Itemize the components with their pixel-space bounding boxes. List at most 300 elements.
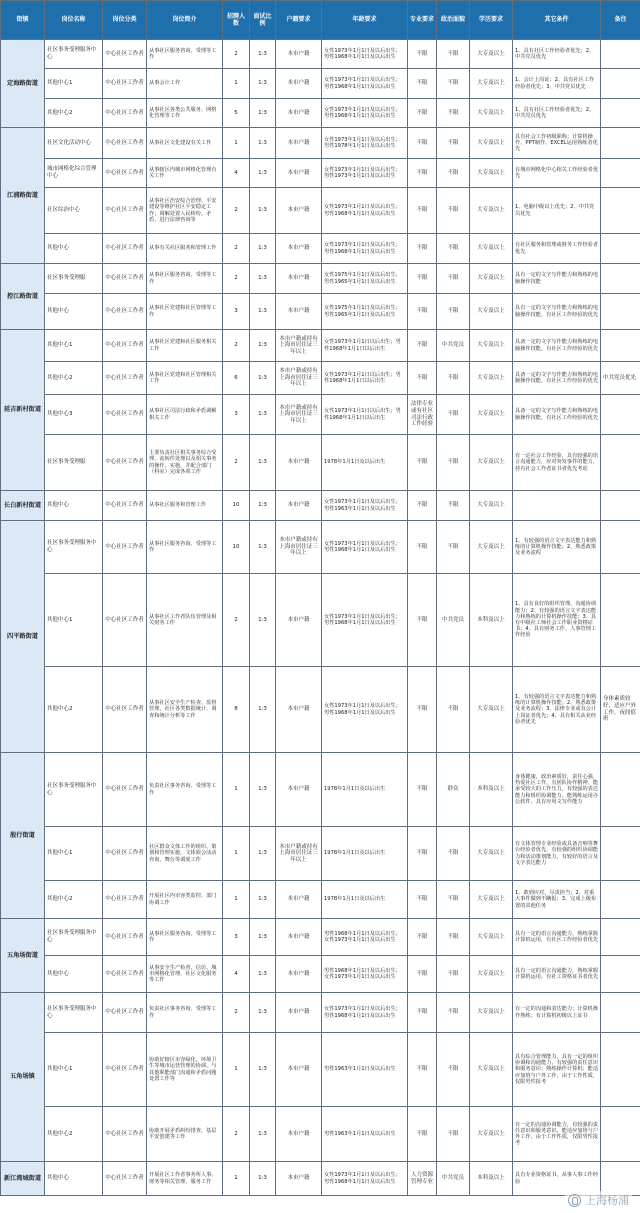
post-name-cell: 其他中心	[45, 1162, 103, 1196]
note-cell	[601, 188, 640, 234]
category-cell: 中心社区工作者	[103, 1107, 147, 1162]
education-cell: 大专及以上	[470, 919, 513, 956]
table-row	[1, 667, 640, 753]
political-cell: 中共党员	[437, 330, 470, 362]
ratio-cell: 1:3	[250, 159, 276, 188]
major-cell: 不限	[408, 827, 437, 881]
intro-cell: 从事社区工作者队伍管理及相关财务工作	[147, 574, 223, 667]
table-row	[1, 491, 640, 521]
post-name-cell: 其他中心2	[45, 362, 103, 395]
post-name-cell: 社区事务受理服	[45, 435, 103, 491]
category-cell: 中心社区工作者	[103, 919, 147, 956]
other-conditions-cell	[513, 491, 601, 521]
note-cell	[601, 99, 640, 128]
political-cell: 不限	[437, 881, 470, 919]
hukou-cell: 本市户籍	[276, 1107, 322, 1162]
other-conditions-cell: 具有一定的文字写作能力和熟练的电脑操作技能	[513, 264, 601, 294]
count-cell: 10	[223, 521, 250, 574]
hukou-cell: 本市户籍	[276, 491, 322, 521]
political-cell: 不限	[437, 40, 470, 69]
category-cell: 中心社区工作者	[103, 956, 147, 993]
age-cell: 女性1973年1月1日以后出生；男性1968年1月1日以后出生	[322, 330, 408, 362]
age-cell: 女性1973年1月1日及以后出生；男性1968年1月1日及以后出生	[322, 993, 408, 1033]
other-conditions-cell: 具有一定的语言沟通能力，熟练掌握计算机运用，有社区工作经验者优先	[513, 919, 601, 956]
table-row	[1, 1107, 640, 1162]
other-conditions-cell: 具备一定的文字写作能力和熟练的电脑操作技能，有社区工作经验的优先	[513, 395, 601, 435]
post-name-cell: 其他中心2	[45, 1107, 103, 1162]
age-cell: 1978年1月1日及以后出生	[322, 881, 408, 919]
ratio-cell: 1:3	[250, 1107, 276, 1162]
ratio-cell: 1:3	[250, 993, 276, 1033]
table-row	[1, 99, 640, 128]
post-name-cell: 其他中心2	[45, 881, 103, 919]
ratio-cell: 1:3	[250, 294, 276, 330]
post-name-cell: 社区综治中心	[45, 188, 103, 234]
education-cell: 大专及以上	[470, 993, 513, 1033]
age-cell: 女性1973年1月1日及以后出生；男性1968年1月1日及以后出生	[322, 1162, 408, 1196]
count-cell: 6	[223, 362, 250, 395]
note-cell	[601, 264, 640, 294]
category-cell: 中心社区工作者	[103, 753, 147, 827]
category-cell: 中心社区工作者	[103, 330, 147, 362]
table-row	[1, 264, 640, 294]
street-cell: 定海路街道	[1, 40, 45, 128]
intro-cell: 社区群众文体工作的组织、策划和管理实施，文体娱会活动咨询、舞台等调度工作	[147, 827, 223, 881]
count-cell: 2	[223, 40, 250, 69]
age-cell: 女性1973年1月1日及以后出生；男性1968年1月1日及以后出生	[322, 574, 408, 667]
intro-cell: 从事社区安全生产检查、监督管理，社区各类数据统计、调查和统计分析等工作	[147, 667, 223, 753]
ratio-cell: 1:3	[250, 1162, 276, 1196]
political-cell: 不限	[437, 99, 470, 128]
table-row	[1, 993, 640, 1033]
header-cell: 街镇	[1, 1, 45, 40]
post-name-cell: 其他中心	[45, 234, 103, 264]
watermark-text: 上海杨浦	[585, 1194, 629, 1207]
hukou-cell: 本市户籍	[276, 993, 322, 1033]
ratio-cell: 1:3	[250, 881, 276, 919]
intro-cell: 负责社区事务咨询、受理等工作	[147, 753, 223, 827]
other-conditions-cell: 具有社会工作初级职称；计算机操作、PPT制作、EXCEL运用熟练者优先	[513, 128, 601, 159]
political-cell: 不限	[437, 993, 470, 1033]
intro-cell: 从事社区服务和管理工作	[147, 491, 223, 521]
category-cell: 中心社区工作者	[103, 667, 147, 753]
publisher-logo-icon	[568, 1194, 581, 1207]
table-row	[1, 40, 640, 69]
age-cell: 男性1963年1月1日及以后出生	[322, 1033, 408, 1107]
count-cell: 4	[223, 956, 250, 993]
note-cell	[601, 69, 640, 99]
hukou-cell: 本市户籍	[276, 753, 322, 827]
table-row	[1, 395, 640, 435]
note-cell	[601, 294, 640, 330]
education-cell: 本科及以上	[470, 1162, 513, 1196]
ratio-cell: 1:3	[250, 362, 276, 395]
hukou-cell: 本市户籍	[276, 667, 322, 753]
street-cell: 五角场镇	[1, 993, 45, 1162]
ratio-cell: 1:3	[250, 264, 276, 294]
hukou-cell: 本市户籍	[276, 881, 322, 919]
political-cell: 不限	[437, 159, 470, 188]
note-cell	[601, 330, 640, 362]
education-cell: 大专及以上	[470, 234, 513, 264]
education-cell: 大专及以上	[470, 159, 513, 188]
political-cell: 不限	[437, 956, 470, 993]
category-cell: 中心社区工作者	[103, 159, 147, 188]
intro-cell: 从事社区文化建设有关工作	[147, 128, 223, 159]
count-cell: 3	[223, 919, 250, 956]
intro-cell: 开展社区内市容类监控、部门协调工作	[147, 881, 223, 919]
post-name-cell: 其他中心1	[45, 69, 103, 99]
education-cell: 本科及以上	[470, 753, 513, 827]
post-name-cell: 其他中心1	[45, 574, 103, 667]
political-cell: 群众	[437, 753, 470, 827]
table-row	[1, 827, 640, 881]
post-name-cell: 社区事务受理服务中心	[45, 993, 103, 1033]
hukou-cell: 本市户籍	[276, 1162, 322, 1196]
category-cell: 中心社区工作者	[103, 234, 147, 264]
ratio-cell: 1:3	[250, 667, 276, 753]
count-cell: 5	[223, 99, 250, 128]
other-conditions-cell: 具有一定的文字写作能力和熟练的电脑操作技能，有社区工作经验的优先	[513, 294, 601, 330]
education-cell: 大专及以上	[470, 395, 513, 435]
major-cell: 不限	[408, 919, 437, 956]
note-cell	[601, 956, 640, 993]
education-cell: 大专及以上	[470, 99, 513, 128]
education-cell: 大专及以上	[470, 362, 513, 395]
hukou-cell: 本市户籍或持有上海市居住证三年以上	[276, 362, 322, 395]
ratio-cell: 1:3	[250, 1033, 276, 1107]
count-cell: 4	[223, 159, 250, 188]
header-cell: 年龄要求	[322, 1, 408, 40]
major-cell: 不限	[408, 264, 437, 294]
count-cell: 2	[223, 435, 250, 491]
age-cell: 女性1973年1月1日以后出生；男性1968年1月1日以后出生	[322, 395, 408, 435]
other-conditions-cell: 有文体管理专业经验或具备音响等舞台经验者优先，有较强的组织协调能力和活动策划能力，有较好的语言及文字表达能力	[513, 827, 601, 881]
street-cell: 长白新村街道	[1, 491, 45, 521]
age-cell: 女性1973年1月1日以后出生；男性1968年1月1日以后出生	[322, 362, 408, 395]
political-cell: 中共党员	[437, 1162, 470, 1196]
other-conditions-cell: 1、有较强的语言文字表达能力和熟练的计算机操作技能；2、熟悉政策及业务流程；3、法律专业或有会计上岗证者优先；4、具有相关从业经验者优先	[513, 667, 601, 753]
hukou-cell: 本市户籍	[276, 128, 322, 159]
intro-cell: 从事社区党建和社区管理等工作	[147, 294, 223, 330]
hukou-cell: 本市户籍或持有上海市居住证三年以上	[276, 827, 322, 881]
intro-cell: 从事社区服务咨询、受理等工作	[147, 264, 223, 294]
other-conditions-cell: 有一定的沟通协调能力，有较强的责任意识和服务意识，能适应加班与户外工作，由于工作性质，仅限男性报考	[513, 1107, 601, 1162]
political-cell: 不限	[437, 395, 470, 435]
other-conditions-cell: 1、电脑中级以上优先；2、中共党员优先	[513, 188, 601, 234]
ratio-cell: 1:3	[250, 330, 276, 362]
intro-cell: 从事辖区内城市网格化管理有关工作	[147, 159, 223, 188]
note-cell	[601, 159, 640, 188]
street-cell: 控江路街道	[1, 264, 45, 330]
street-cell: 四平路街道	[1, 521, 45, 753]
post-name-cell: 社区事务受理服务中心	[45, 40, 103, 69]
ratio-cell: 1:3	[250, 574, 276, 667]
note-cell	[601, 574, 640, 667]
major-cell: 不限	[408, 956, 437, 993]
political-cell: 不限	[437, 264, 470, 294]
political-cell: 不限	[437, 491, 470, 521]
ratio-cell: 1:3	[250, 491, 276, 521]
education-cell: 大专及以上	[470, 435, 513, 491]
table-row	[1, 753, 640, 827]
count-cell: 2	[223, 1107, 250, 1162]
header-cell: 招聘人数	[223, 1, 250, 40]
count-cell: 1	[223, 69, 250, 99]
major-cell: 不限	[408, 667, 437, 753]
education-cell: 本科及以上	[470, 574, 513, 667]
age-cell: 女性1973年1月1日及以后出生；男性1973年1月1日及以后出生	[322, 159, 408, 188]
count-cell: 3	[223, 294, 250, 330]
major-cell: 不限	[408, 128, 437, 159]
age-cell: 女性1973年1月1日及以后出生；男性1968年1月1日及以后出生	[322, 40, 408, 69]
table-row	[1, 919, 640, 956]
education-cell: 大专及以上	[470, 264, 513, 294]
ratio-cell: 1:3	[250, 827, 276, 881]
table-body	[1, 40, 640, 1196]
other-conditions-cell: 具备一定的文字写作能力和熟练的电脑操作技能，有社区工作经验的优先	[513, 362, 601, 395]
intro-cell: 从事会计工作	[147, 69, 223, 99]
hukou-cell: 本市户籍	[276, 956, 322, 993]
post-name-cell: 其他中心	[45, 956, 103, 993]
category-cell: 中心社区工作者	[103, 128, 147, 159]
intro-cell: 从事社区各类公共服务、网格化管理等工作	[147, 99, 223, 128]
political-cell: 不限	[437, 128, 470, 159]
intro-cell: 从事社区服务咨询、受理等工作	[147, 521, 223, 574]
header-row	[1, 1, 640, 40]
post-name-cell: 其他中心1	[45, 330, 103, 362]
header-cell: 岗位简介	[147, 1, 223, 40]
count-cell: 2	[223, 993, 250, 1033]
category-cell: 中心社区工作者	[103, 294, 147, 330]
political-cell: 不限	[437, 234, 470, 264]
major-cell: 不限	[408, 435, 437, 491]
hukou-cell: 本市户籍	[276, 40, 322, 69]
count-cell: 1	[223, 827, 250, 881]
category-cell: 中心社区工作者	[103, 99, 147, 128]
political-cell: 不限	[437, 667, 470, 753]
hukou-cell: 本市户籍	[276, 188, 322, 234]
table-row	[1, 881, 640, 919]
note-cell: 中共党员优先	[601, 362, 640, 395]
major-cell: 不限	[408, 99, 437, 128]
age-cell: 女性1973年1月1日及以后出生；男性1963年1月1日及以后出生	[322, 491, 408, 521]
other-conditions-cell: 身体健康，政治素质好，责任心强，热爱社区工作，有团队协作精神，能承受较大的工作压力，有较强的表达能力和组织协调能力，能熟练运用办公软件，具有应用文写作能力	[513, 753, 601, 827]
category-cell: 中心社区工作者	[103, 1033, 147, 1107]
political-cell: 不限	[437, 521, 470, 574]
note-cell	[601, 491, 640, 521]
table-row	[1, 1033, 640, 1107]
ratio-cell: 1:3	[250, 128, 276, 159]
political-cell: 中共党员	[437, 574, 470, 667]
post-name-cell: 社区事务受理服务中心	[45, 919, 103, 956]
age-cell: 1978年1月1日及以后出生	[322, 753, 408, 827]
count-cell: 10	[223, 491, 250, 521]
header-cell: 专业要求	[408, 1, 437, 40]
note-cell	[601, 234, 640, 264]
intro-cell: 从事社区服务咨询、受理等工作	[147, 919, 223, 956]
major-cell: 不限	[408, 159, 437, 188]
other-conditions-cell: 具有专业资格证书，从事人事工作经验	[513, 1162, 601, 1196]
other-conditions-cell: 1、有较强的语言文字表达能力和熟练的计算机操作技能；2、熟悉政策及业务流程	[513, 521, 601, 574]
ratio-cell: 1:3	[250, 435, 276, 491]
category-cell: 中心社区工作者	[103, 827, 147, 881]
post-name-cell: 城市网格化综合管理中心	[45, 159, 103, 188]
category-cell: 中心社区工作者	[103, 1162, 147, 1196]
category-cell: 中心社区工作者	[103, 993, 147, 1033]
major-cell: 不限	[408, 881, 437, 919]
header-cell: 其它条件	[513, 1, 601, 40]
table-row	[1, 234, 640, 264]
intro-cell: 从事有关社区服务和管理工作	[147, 234, 223, 264]
other-conditions-cell: 1、具有社区工作经验者优先；2、中共党员优先	[513, 99, 601, 128]
post-name-cell: 其他中心2	[45, 99, 103, 128]
header-cell: 备注	[601, 1, 640, 40]
post-name-cell: 社区事务受理服	[45, 264, 103, 294]
post-name-cell: 社区文化活动中心	[45, 128, 103, 159]
age-cell: 女性1973年1月1日及以后出生；男性1968年1月1日及以后出生	[322, 69, 408, 99]
other-conditions-cell: 有城市网格化中心相关工作经验者优先	[513, 159, 601, 188]
table-row	[1, 294, 640, 330]
other-conditions-cell: 1、具有良好的组织管理、沟通协调能力；2、有较强的语言文字表达能力和熟练的计算机操作技能；3、具有中级社工师社会工作职业资格证书；4、具有财务工作、人事管理工作经验	[513, 574, 601, 667]
intro-cell: 主要负责社区相关事务综合受理、流转件处理以及相关事务的操作、实施，并配合部门（科室）完成各项工作	[147, 435, 223, 491]
street-cell: 延吉新村街道	[1, 330, 45, 491]
table-row	[1, 362, 640, 395]
post-name-cell: 其他中心	[45, 491, 103, 521]
age-cell: 男性1968年1月1日及以后出生；女性1973年1月1日及以后出生	[322, 919, 408, 956]
category-cell: 中心社区工作者	[103, 574, 147, 667]
political-cell: 不限	[437, 294, 470, 330]
category-cell: 中心社区工作者	[103, 881, 147, 919]
hukou-cell: 本市户籍	[276, 234, 322, 264]
political-cell: 不限	[437, 362, 470, 395]
intro-cell: 从事社区党建和社区服务相关工作	[147, 330, 223, 362]
note-cell	[601, 993, 640, 1033]
count-cell: 1	[223, 1162, 250, 1196]
count-cell: 2	[223, 234, 250, 264]
table-row	[1, 330, 640, 362]
note-cell	[601, 128, 640, 159]
major-cell: 人力资源管理专业	[408, 1162, 437, 1196]
education-cell: 大专及以上	[470, 69, 513, 99]
education-cell: 大专及以上	[470, 956, 513, 993]
count-cell: 1	[223, 753, 250, 827]
intro-cell: 从事社区司法行政和矛盾调解相关工作	[147, 395, 223, 435]
education-cell: 大专及以上	[470, 128, 513, 159]
category-cell: 中心社区工作者	[103, 362, 147, 395]
other-conditions-cell: 具备一定的文字写作能力和熟练的电脑操作技能，有社区工作经验的优先	[513, 330, 601, 362]
hukou-cell: 本市户籍	[276, 264, 322, 294]
intro-cell: 从事社区党建和社区管理相关工作	[147, 362, 223, 395]
ratio-cell: 1:3	[250, 919, 276, 956]
intro-cell: 开展社区工作者事务所人事、财务等相关管理、服务工作	[147, 1162, 223, 1196]
education-cell: 大专及以上	[470, 188, 513, 234]
hukou-cell: 本市户籍	[276, 99, 322, 128]
ratio-cell: 1:3	[250, 234, 276, 264]
education-cell: 大专及以上	[470, 881, 513, 919]
education-cell: 大专及以上	[470, 827, 513, 881]
education-cell: 大专及以上	[470, 667, 513, 753]
political-cell: 不限	[437, 827, 470, 881]
other-conditions-cell: 有一定的沟通和表达能力；计算机操作熟练；有计算机初级以上证书	[513, 993, 601, 1033]
post-name-cell: 社区事务受理服务中心	[45, 753, 103, 827]
intro-cell: 协助开展矛盾纠纷排查、基层平安创建等工作	[147, 1107, 223, 1162]
education-cell: 大专及以上	[470, 40, 513, 69]
major-cell: 不限	[408, 234, 437, 264]
table-row	[1, 128, 640, 159]
category-cell: 中心社区工作者	[103, 435, 147, 491]
table-row	[1, 159, 640, 188]
category-cell: 中心社区工作者	[103, 395, 147, 435]
education-cell: 大专及以上	[470, 491, 513, 521]
category-cell: 中心社区工作者	[103, 69, 147, 99]
major-cell: 不限	[408, 491, 437, 521]
political-cell: 不限	[437, 188, 470, 234]
post-name-cell: 其他中心1	[45, 827, 103, 881]
education-cell: 大专及以上	[470, 294, 513, 330]
note-cell: 身体素质较好，适应户外工作，夜间值班	[601, 667, 640, 753]
hukou-cell: 本市户籍	[276, 919, 322, 956]
ratio-cell: 1:3	[250, 753, 276, 827]
post-name-cell: 其他中心1	[45, 1033, 103, 1107]
post-name-cell: 其他中心3	[45, 395, 103, 435]
age-cell: 女性1973年1月1日及以后出生；男性1978年1月1日及以后出生	[322, 128, 408, 159]
note-cell	[601, 40, 640, 69]
post-name-cell: 社区事务受理服务中心	[45, 521, 103, 574]
intro-cell: 从事安全生产检查、信访、城市网格化管理、社区文化服务等工作	[147, 956, 223, 993]
education-cell: 大专及以上	[470, 1033, 513, 1107]
major-cell: 不限	[408, 521, 437, 574]
major-cell: 法律专业或有社区司法行政工作经验	[408, 395, 437, 435]
age-cell: 女性1973年1月1日及以后出生；男性1968年1月1日及以后出生	[322, 667, 408, 753]
street-cell: 新江湾城街道	[1, 1162, 45, 1196]
ratio-cell: 1:3	[250, 956, 276, 993]
other-conditions-cell: 具有综合管理能力，具有一定的组织协调和沟通能力，有较强的责任意识和服务意识；熟练操作计算机；能适应加班与户外工作，由于工作性质，仅限男性报考	[513, 1033, 601, 1107]
street-cell: 殷行街道	[1, 753, 45, 919]
hukou-cell: 本市户籍或持有上海市居住证三年以上	[276, 395, 322, 435]
table-row	[1, 574, 640, 667]
note-cell	[601, 827, 640, 881]
street-cell: 五角场街道	[1, 919, 45, 993]
table-row	[1, 188, 640, 234]
age-cell: 女性1973年1月1日及以后出生；男性1968年1月1日及以后出生	[322, 521, 408, 574]
age-cell: 女性1973年1月1日及以后出生；男性1968年1月1日及以后出生	[322, 188, 408, 234]
age-cell: 女性1973年1月1日及以后出生；男性1968年1月1日及以后出生	[322, 234, 408, 264]
political-cell: 不限	[437, 919, 470, 956]
header-cell: 岗位分类	[103, 1, 147, 40]
intro-cell: 从事社区治安综合治理、平安建设等维护社区平安稳定工作；调解处置人民纠纷、矛盾，进行法律咨询等	[147, 188, 223, 234]
age-cell: 男性1968年1月1日及以后出生；女性1973年1月1日及以后出生	[322, 956, 408, 993]
count-cell: 2	[223, 574, 250, 667]
age-cell: 女性1973年1月1日及以后出生；男性1968年1月1日及以后出生	[322, 99, 408, 128]
hukou-cell: 本市户籍	[276, 1033, 322, 1107]
education-cell: 大专及以上	[470, 1107, 513, 1162]
other-conditions-cell: 有一定社会工作经验，具有较强的语言沟通能力，应对突发事件的能力，持有社会工作者证书者优先考虑	[513, 435, 601, 491]
note-cell	[601, 1107, 640, 1162]
other-conditions-cell: 具有一定的语言沟通能力，熟练掌握计算机运用，有社工资格证书者优先	[513, 956, 601, 993]
note-cell	[601, 521, 640, 574]
hukou-cell: 本市户籍	[276, 294, 322, 330]
post-name-cell: 其他中心	[45, 294, 103, 330]
age-cell: 女性1975年1月1日及以后出生；男性1965年1月1日及以后出生	[322, 264, 408, 294]
age-cell: 男性1963年1月1日及以后出生	[322, 1107, 408, 1162]
major-cell: 不限	[408, 1033, 437, 1107]
hukou-cell: 本市户籍	[276, 435, 322, 491]
major-cell: 不限	[408, 753, 437, 827]
header-cell: 面试比例	[250, 1, 276, 40]
header-cell: 岗位名称	[45, 1, 103, 40]
major-cell: 不限	[408, 993, 437, 1033]
